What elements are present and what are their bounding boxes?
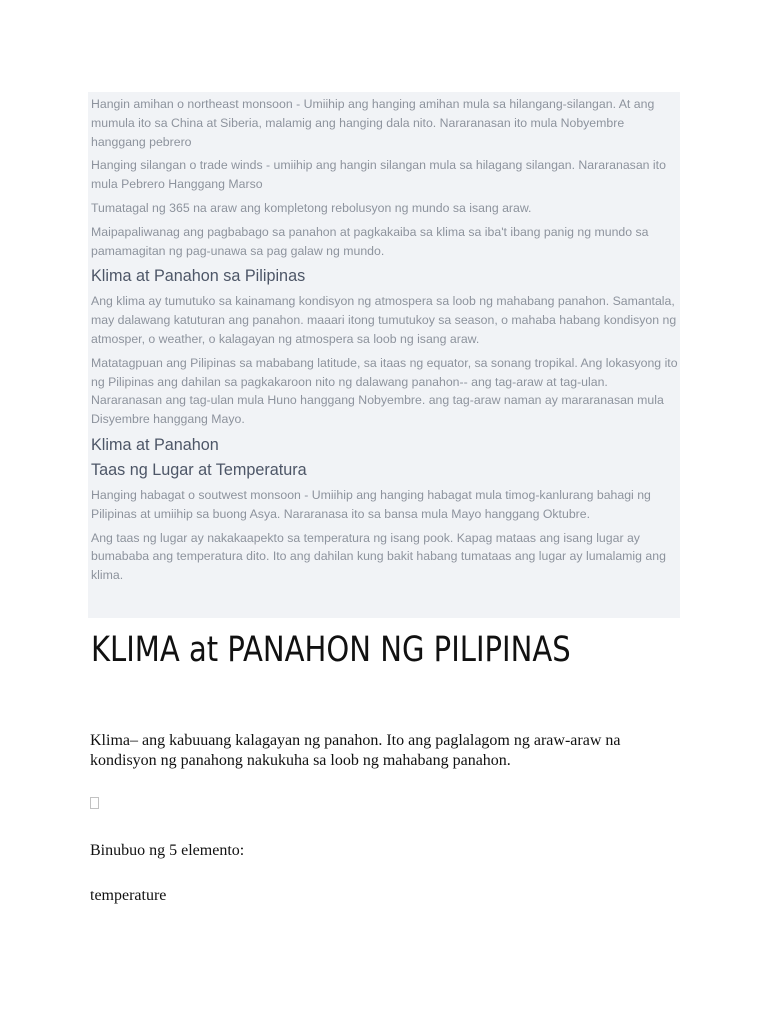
klima-definition-text: Klima– ang kabuuang kalagayan ng panahon. Ito ang paglalagom ng araw-araw na kondisyon ng panahong nakukuha sa loob ng mahabang panahon. (90, 732, 621, 769)
paragraph-revolution: Tumatagal ng 365 na araw ang kompletong rebolusyon ng mundo sa isang araw. (91, 200, 532, 215)
temperature-text: temperature (90, 887, 167, 904)
paragraph-trade-winds: Hanging silangan o trade winds - umiihip ang hangin silangan mula sa hilagang silangan. Nararanasan ito mula Pebrero Hanggang Marso (91, 158, 666, 192)
page-title: KLIMA at PANAHON NG PILIPINAS (91, 630, 571, 670)
heading-klima-panahon-pilipinas: Klima at Panahon sa Pilipinas (91, 267, 306, 286)
paragraph-earth-movement: Maipapaliwanag ang pagbabago sa panahon at pagkakaiba sa klima sa iba't ibang panig ng mundo sa pamamagitan ng pag-unawa sa pag galaw ng mundo. (91, 224, 649, 258)
paragraph-klima-definition: Ang klima ay tumutuko sa kainamang kondisyon ng atmospera sa loob ng mahabang panahon. Samantala, may dalawang katuturan ang panahon. maaari itong tumutukoy sa season, o mahaba habang kondisyon ng atmosper, o weather, o kalagayan ng atmospera sa loob ng isang araw. (91, 294, 677, 346)
heading-klima-panahon: Klima at Panahon (91, 435, 219, 454)
missing-glyph-icon (90, 797, 99, 809)
excerpt-panel (88, 92, 680, 618)
paragraph-amihan: Hangin amihan o northeast monsoon - Umiihip ang hanging amihan mula sa hilangang-silangan. At ang mumula ito sa China at Siberia, malamig ang hanging dala nito. Nararanasan ito mula Nobyembre hanggang pebrero (91, 97, 655, 149)
paragraph-location: Matatagpuan ang Pilipinas sa mababang latitude, sa itaas ng equator, sa sonang tropikal. Ang lokasyong ito ng Pilipinas ang dahilan sa pagkakaroon nito ng dalawang panahon-- ang tag-araw at tag-ulan. Nararanasan ang tag-ulan mula Huno hanggang Nobyembre. ang tag-araw naman ay mararanasan mula Disyembre hanggang Mayo. (91, 355, 678, 427)
paragraph-habagat: Hanging habagat o soutwest monsoon - Umiihip ang hanging habagat mula timog-kanlurang bahagi ng Pilipinas at umiihip sa buong Asya. Nararanasa ito sa bansa mula Mayo hanggang Oktubre. (91, 487, 651, 521)
elements-intro-text: Binubuo ng 5 elemento: (90, 842, 245, 859)
paragraph-altitude: Ang taas ng lugar ay nakakaapekto sa temperatura ng isang pook. Kapag mataas ang isang lugar ay bumababa ang temperatura dito. Ito ang dahilan kung bakit habang tumataas ang lugar ay lumalamig ang klima. (91, 530, 666, 583)
heading-taas-lugar: Taas ng Lugar at Temperatura (91, 460, 307, 479)
